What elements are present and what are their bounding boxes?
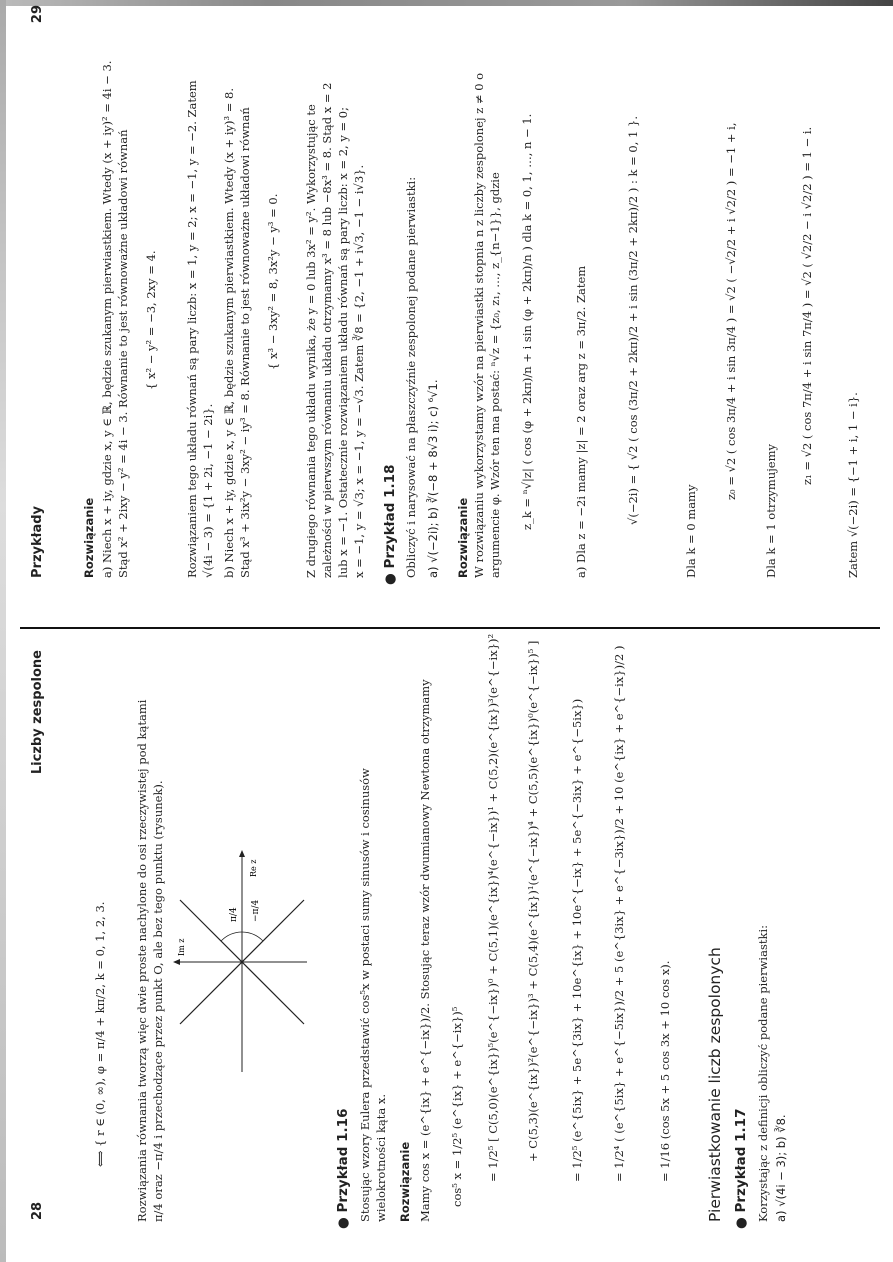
angle-label-2: −π/4 bbox=[251, 899, 261, 922]
example-title-text: Przykład 1.17 bbox=[733, 1108, 749, 1213]
equation-line: √(−2i) = { √2 ( cos (3π/2 + 2kπ)/2 + i sin (3π/2 + 2kπ)/2 ) : k = 0, 1 }. bbox=[626, 116, 640, 525]
im-axis-arrow bbox=[173, 959, 180, 965]
page-number: 28 bbox=[30, 1201, 45, 1220]
running-head: Liczby zespolone bbox=[30, 650, 45, 775]
paragraph-line: a) Niech x + iy, gdzie x, y ∈ ℝ, będzie szukanym pierwiastkiem. Wtedy (x + iy)² = 4i − 3. bbox=[100, 60, 114, 578]
paragraph-line: Zatem √(−2i) = {−1 + i, 1 − i}. bbox=[846, 392, 860, 578]
paragraph-line: x = −1, y = √3; x = −1, y = −√3. Zatem ∛8 = {2, −1 + i√3, −1 − i√3}. bbox=[352, 164, 366, 578]
equation-line: cos⁵ x = 1/2⁵ (e^{ix} + e^{−ix})⁵ bbox=[450, 1006, 464, 1207]
paragraph-line: √(4i − 3) = {1 + 2i, −1 − 2i}. bbox=[201, 403, 215, 578]
equation-line: + C(5,3)(e^{ix})²(e^{−ix})³ + C(5,4)(e^{ix})¹(e^{−ix})⁴ + C(5,5)(e^{ix})⁰(e^{−ix})⁵ ] bbox=[526, 640, 540, 1162]
paragraph-line: Stąd x³ + 3ix²y − 3xy² − iy³ = 8. Równanie to jest równoważne układowi równań bbox=[238, 107, 252, 578]
paragraph-line: Dla k = 1 otrzymujemy bbox=[764, 444, 778, 578]
example-title-text: Przykład 1.16 bbox=[335, 1108, 351, 1213]
equation-line: = 1/2⁵ (e^{5ix} + 5e^{3ix} + 10e^{ix} + 10e^{−ix} + 5e^{−3ix} + e^{−5ix}) bbox=[570, 698, 584, 1182]
paragraph-line: b) Niech x + iy, gdzie x, y ∈ ℝ, będzie szukanym pierwiastkiem. Wtedy (x + iy)³ = 8. bbox=[222, 87, 236, 578]
example-title: ● Przykład 1.18 bbox=[382, 464, 398, 585]
solution-label: Rozwiązanie bbox=[456, 497, 470, 578]
page-number: 29 bbox=[30, 5, 45, 24]
equation-line: z₁ = √2 ( cos 7π/4 + i sin 7π/4 ) = √2 ( √2/2 − i √2/2 ) = 1 − i. bbox=[800, 126, 814, 485]
paragraph-line: Obliczyć i narysować na płaszczyźnie zespolonej podane pierwiastki: bbox=[404, 176, 418, 578]
formula-top: ⟺ { r ∈ (0, ∞), φ = π/4 + kπ/2, k = 0, 1, 2, 3. bbox=[93, 901, 107, 1167]
example-items: a) √(−2i); b) ∛(−8 + 8√3 i); c) ⁶√1. bbox=[426, 379, 440, 578]
paragraph-line: lub x = −1. Ostatecznie rozwiązaniem układu równań są pary liczb: x = 2, y = 0; bbox=[336, 107, 350, 578]
paragraph-line: Stąd x² + 2ixy − y² = 4i − 3. Równanie to jest równoważne układowi równań bbox=[116, 129, 130, 578]
re-axis-arrow bbox=[239, 850, 245, 857]
angle-label-1: π/4 bbox=[229, 907, 239, 922]
example-title-text: Przykład 1.18 bbox=[382, 464, 398, 569]
equation-line: = 1/2⁴ ( (e^{5ix} + e^{−5ix})/2 + 5 (e^{3ix} + e^{−3ix})/2 + 10 (e^{ix} + e^{−ix})/2 ) bbox=[612, 645, 626, 1182]
equation-system: { x² − y² = −3, 2xy = 4. bbox=[144, 250, 158, 390]
paragraph-line: Z drugiego równania tego układu wynika, że y = 0 lub 3x² = y². Wykorzystując te bbox=[304, 104, 318, 578]
angle-arc-1 bbox=[221, 932, 242, 941]
paragraph-line: Korzystając z definicji obliczyć podane pierwiastki: bbox=[756, 924, 770, 1222]
im-axis-label: Im z bbox=[177, 938, 186, 956]
solution-label: Rozwiązanie bbox=[398, 1141, 412, 1222]
solution-label: Rozwiązanie bbox=[82, 497, 96, 578]
section-title: Pierwiastkowanie liczb zespolonych bbox=[706, 947, 724, 1222]
equation-line: z₀ = √2 ( cos 3π/4 + i sin 3π/4 ) = √2 ( −√2/2 + i √2/2 ) = −1 + i, bbox=[724, 122, 738, 500]
paragraph-line: Dla k = 0 mamy bbox=[684, 484, 698, 578]
paragraph-line: W rozwiązaniu wykorzystamy wzór na pierwiastki stopnia n z liczby zespolonej z ≠ 0 o bbox=[472, 72, 486, 578]
paragraph-line: Rozwiązaniem tego układu równań są pary liczb: x = 1, y = 2; x = −1, y = −2. Zatem bbox=[185, 80, 199, 578]
example-title: ● Przykład 1.17 bbox=[733, 1108, 749, 1229]
paragraph-line: Mamy cos x = (e^{ix} + e^{−ix})/2. Stosując teraz wzór dwumianowy Newtona otrzymamy bbox=[418, 679, 432, 1222]
paragraph-line: zależności w pierwszym równaniu układu otrzymamy x³ = 8 lub −8x³ = 8. Stąd x = 2 bbox=[320, 82, 334, 578]
page-28 bbox=[0, 633, 893, 1262]
page-gutter-line bbox=[20, 627, 880, 629]
paragraph-line: π/4 oraz −π/4 i przechodzące przez punkt O, ale bez tego punktu (rysunek). bbox=[151, 780, 165, 1222]
example-items: a) √(4i − 3); b) ∛8. bbox=[774, 1114, 788, 1222]
page-29 bbox=[0, 0, 893, 620]
paragraph-line: Rozwiązania równania tworzą więc dwie proste nachylone do osi rzeczywistej pod kątami bbox=[135, 699, 149, 1222]
running-head: Przykłady bbox=[30, 505, 45, 578]
equation-line: = 1/16 (cos 5x + 5 cos 3x + 10 cos x). bbox=[658, 960, 672, 1182]
paragraph-line: argumencie φ. Wzór ten ma postać: ⁿ√z = {z₀, z₁, …, z_{n−1}}, gdzie bbox=[488, 172, 502, 578]
re-axis-label: Re z bbox=[249, 859, 258, 877]
paragraph-line: a) Dla z = −2i mamy |z| = 2 oraz arg z = 3π/2. Zatem bbox=[574, 265, 588, 578]
equation-line: = 1/2⁵ [ C(5,0)(e^{ix})⁵(e^{−ix})⁰ + C(5,1)(e^{ix})⁴(e^{−ix})¹ + C(5,2)(e^{ix})³(e^{−ix})² bbox=[486, 633, 500, 1182]
example-title: ● Przykład 1.16 bbox=[335, 1108, 351, 1229]
equation-system: { x³ − 3xy² = 8, 3x²y − y³ = 0. bbox=[266, 193, 280, 370]
paragraph-line: Stosując wzory Eulera przedstawić cos⁵x w postaci sumy sinusów i cosinusów bbox=[358, 768, 372, 1222]
figure-lines bbox=[172, 842, 312, 1082]
paragraph-line: wielokrotności kąta x. bbox=[374, 1093, 388, 1222]
equation-line: z_k = ⁿ√|z| ( cos (φ + 2kπ)/n + i sin (φ + 2kπ)/n ) dla k = 0, 1, …, n − 1. bbox=[520, 113, 534, 530]
angle-arc-2 bbox=[242, 932, 263, 941]
